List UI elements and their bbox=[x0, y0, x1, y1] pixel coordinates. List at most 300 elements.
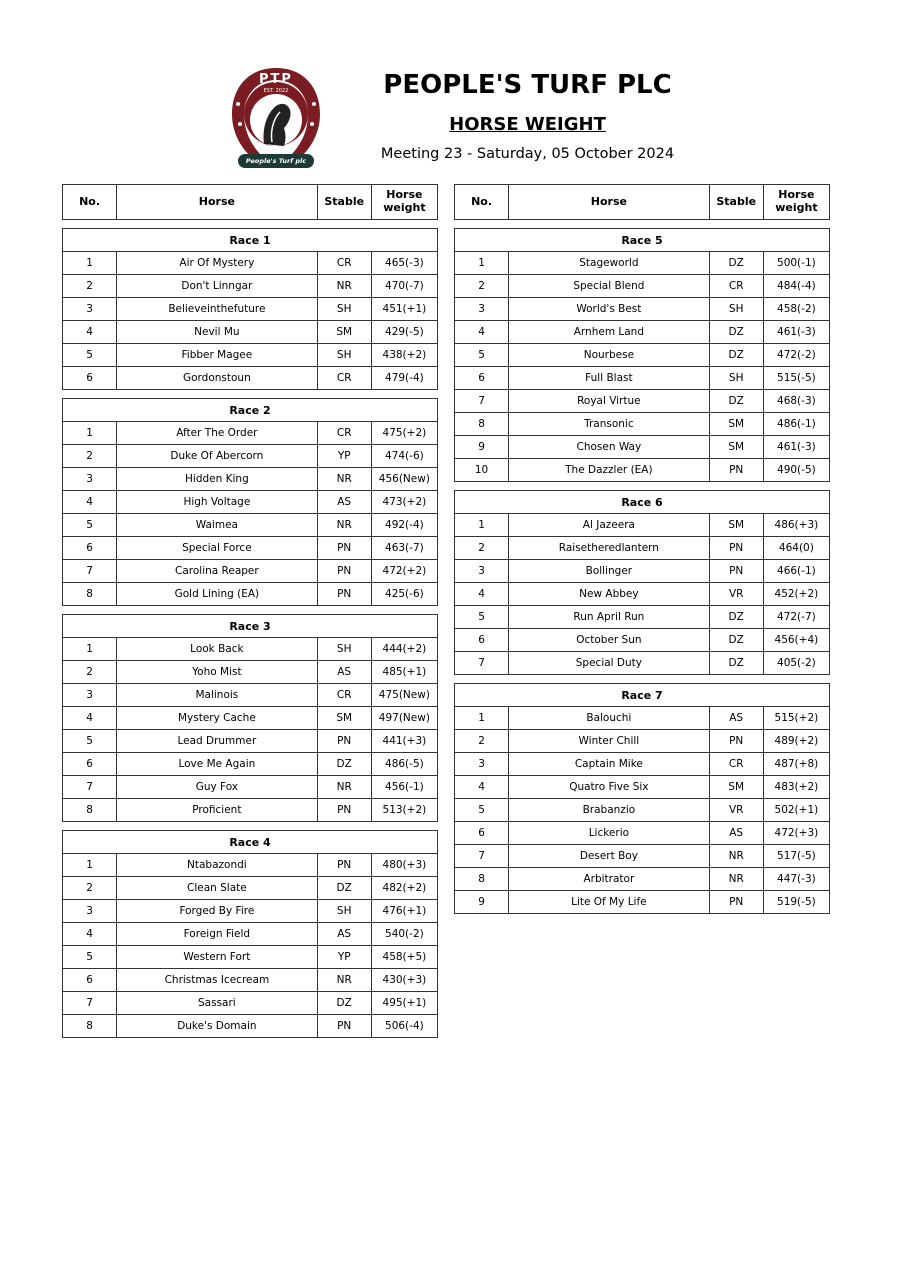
table-row bbox=[63, 776, 438, 799]
runner-number: 5 bbox=[63, 514, 117, 537]
runner-number: 8 bbox=[63, 583, 117, 606]
stable-code: PN bbox=[709, 730, 763, 753]
stable-code: CR bbox=[317, 367, 371, 390]
stable-code: YP bbox=[317, 445, 371, 468]
runner-number: 6 bbox=[455, 629, 509, 652]
runner-number: 7 bbox=[455, 652, 509, 675]
horse-name: Guy Fox bbox=[117, 776, 318, 799]
stable-code: CR bbox=[709, 753, 763, 776]
table-row bbox=[63, 877, 438, 900]
stable-code: AS bbox=[709, 822, 763, 845]
runner-number: 3 bbox=[455, 298, 509, 321]
table-row bbox=[63, 367, 438, 390]
stable-code: CR bbox=[317, 422, 371, 445]
horse-name: Air Of Mystery bbox=[117, 252, 318, 275]
stable-code: YP bbox=[317, 946, 371, 969]
horse-weight: 490(-5) bbox=[763, 459, 829, 482]
horse-name: Brabanzio bbox=[509, 799, 710, 822]
table-row bbox=[63, 638, 438, 661]
horse-weight: 487(+8) bbox=[763, 753, 829, 776]
table-row bbox=[455, 252, 830, 275]
horse-weight: 515(-5) bbox=[763, 367, 829, 390]
horse-weight: 483(+2) bbox=[763, 776, 829, 799]
horse-name: Arnhem Land bbox=[509, 321, 710, 344]
horse-weight: 438(+2) bbox=[371, 344, 437, 367]
table-row bbox=[455, 583, 830, 606]
runner-number: 6 bbox=[63, 969, 117, 992]
stable-code: PN bbox=[317, 854, 371, 877]
runner-number: 4 bbox=[455, 321, 509, 344]
stable-code: AS bbox=[317, 923, 371, 946]
table-row bbox=[455, 390, 830, 413]
table-row bbox=[63, 252, 438, 275]
stable-code: PN bbox=[317, 1015, 371, 1038]
stable-code: SM bbox=[709, 514, 763, 537]
stable-code: NR bbox=[709, 845, 763, 868]
horse-name: Foreign Field bbox=[117, 923, 318, 946]
race-title: Race 2 bbox=[63, 399, 438, 422]
table-row bbox=[63, 661, 438, 684]
runner-number: 8 bbox=[455, 413, 509, 436]
runner-number: 1 bbox=[455, 707, 509, 730]
horse-weight: 479(-4) bbox=[371, 367, 437, 390]
horse-name: Run April Run bbox=[509, 606, 710, 629]
horse-weight: 515(+2) bbox=[763, 707, 829, 730]
runner-number: 3 bbox=[455, 560, 509, 583]
horse-weight: 451(+1) bbox=[371, 298, 437, 321]
stable-code: AS bbox=[709, 707, 763, 730]
table-row bbox=[455, 753, 830, 776]
runner-number: 5 bbox=[455, 344, 509, 367]
left-column bbox=[62, 184, 438, 1038]
table-row bbox=[455, 799, 830, 822]
stable-code: SM bbox=[317, 707, 371, 730]
horse-name: Lite Of My Life bbox=[509, 891, 710, 914]
horse-weight: 473(+2) bbox=[371, 491, 437, 514]
runner-number: 2 bbox=[63, 275, 117, 298]
table-row bbox=[63, 445, 438, 468]
stable-code: AS bbox=[317, 491, 371, 514]
runner-number: 9 bbox=[455, 891, 509, 914]
table-row bbox=[455, 344, 830, 367]
runner-number: 8 bbox=[455, 868, 509, 891]
horse-weight: 475(New) bbox=[371, 684, 437, 707]
horse-name: Waimea bbox=[117, 514, 318, 537]
table-row bbox=[455, 652, 830, 675]
horse-name: Mystery Cache bbox=[117, 707, 318, 730]
stable-code: DZ bbox=[317, 992, 371, 1015]
race-table bbox=[62, 228, 438, 390]
horse-name: Proficient bbox=[117, 799, 318, 822]
horse-name: Clean Slate bbox=[117, 877, 318, 900]
table-row bbox=[63, 275, 438, 298]
runner-number: 6 bbox=[63, 537, 117, 560]
table-row bbox=[455, 413, 830, 436]
runner-number: 10 bbox=[455, 459, 509, 482]
runner-number: 2 bbox=[455, 730, 509, 753]
horse-weight: 470(-7) bbox=[371, 275, 437, 298]
horse-weight: 540(-2) bbox=[371, 923, 437, 946]
table-row bbox=[63, 321, 438, 344]
table-row bbox=[63, 344, 438, 367]
runner-number: 1 bbox=[63, 854, 117, 877]
table-row bbox=[455, 707, 830, 730]
runner-number: 6 bbox=[63, 367, 117, 390]
horse-name: New Abbey bbox=[509, 583, 710, 606]
runner-number: 4 bbox=[63, 491, 117, 514]
table-row bbox=[455, 822, 830, 845]
horse-name: Special Force bbox=[117, 537, 318, 560]
horse-name: Love Me Again bbox=[117, 753, 318, 776]
horse-name: Duke's Domain bbox=[117, 1015, 318, 1038]
runner-number: 3 bbox=[63, 298, 117, 321]
stable-code: VR bbox=[709, 799, 763, 822]
runner-number: 6 bbox=[63, 753, 117, 776]
horse-name: Ntabazondi bbox=[117, 854, 318, 877]
horse-weight: 405(-2) bbox=[763, 652, 829, 675]
race-table bbox=[454, 228, 830, 482]
stable-code: DZ bbox=[709, 321, 763, 344]
horse-weight: 461(-3) bbox=[763, 321, 829, 344]
race-title: Race 7 bbox=[455, 684, 830, 707]
horse-weight: 500(-1) bbox=[763, 252, 829, 275]
stable-code: SH bbox=[709, 367, 763, 390]
table-row bbox=[63, 537, 438, 560]
horse-name: Captain Mike bbox=[509, 753, 710, 776]
horse-name: Christmas Icecream bbox=[117, 969, 318, 992]
horse-name: Fibber Magee bbox=[117, 344, 318, 367]
stable-code: DZ bbox=[709, 652, 763, 675]
column-header-table bbox=[454, 184, 830, 220]
table-row bbox=[455, 298, 830, 321]
horse-name: Gold Lining (EA) bbox=[117, 583, 318, 606]
horse-weight: 458(-2) bbox=[763, 298, 829, 321]
logo-initials: PTP bbox=[259, 72, 293, 87]
table-row bbox=[63, 560, 438, 583]
stable-code: CR bbox=[709, 275, 763, 298]
horse-name: Look Back bbox=[117, 638, 318, 661]
runner-number: 7 bbox=[455, 845, 509, 868]
horse-name: Special Blend bbox=[509, 275, 710, 298]
race-title: Race 1 bbox=[63, 229, 438, 252]
runner-number: 4 bbox=[63, 707, 117, 730]
horse-weight: 482(+2) bbox=[371, 877, 437, 900]
horse-weight: 456(-1) bbox=[371, 776, 437, 799]
horse-weight: 441(+3) bbox=[371, 730, 437, 753]
table-row bbox=[63, 900, 438, 923]
horse-weight: 472(+3) bbox=[763, 822, 829, 845]
header-horse: Horse bbox=[509, 185, 710, 220]
horse-name: Sassari bbox=[117, 992, 318, 1015]
runner-number: 1 bbox=[455, 252, 509, 275]
race-title: Race 4 bbox=[63, 831, 438, 854]
stable-code: PN bbox=[317, 537, 371, 560]
table-row bbox=[455, 868, 830, 891]
stable-code: CR bbox=[317, 252, 371, 275]
table-row bbox=[63, 923, 438, 946]
runner-number: 5 bbox=[63, 946, 117, 969]
runner-number: 5 bbox=[63, 344, 117, 367]
runner-number: 1 bbox=[63, 422, 117, 445]
stable-code: SM bbox=[709, 436, 763, 459]
table-row bbox=[455, 275, 830, 298]
stable-code: PN bbox=[317, 560, 371, 583]
horse-weight: 489(+2) bbox=[763, 730, 829, 753]
horse-name: Lickerio bbox=[509, 822, 710, 845]
horse-name: Duke Of Abercorn bbox=[117, 445, 318, 468]
runner-number: 9 bbox=[455, 436, 509, 459]
header-no: No. bbox=[455, 185, 509, 220]
horse-weight: 506(-4) bbox=[371, 1015, 437, 1038]
horse-name: October Sun bbox=[509, 629, 710, 652]
horse-weight: 475(+2) bbox=[371, 422, 437, 445]
horse-name: Western Fort bbox=[117, 946, 318, 969]
horse-weight: 430(+3) bbox=[371, 969, 437, 992]
table-row bbox=[63, 946, 438, 969]
horse-weight: 486(+3) bbox=[763, 514, 829, 537]
table-row bbox=[63, 992, 438, 1015]
horse-name: Lead Drummer bbox=[117, 730, 318, 753]
runner-number: 1 bbox=[455, 514, 509, 537]
horse-name: Bollinger bbox=[509, 560, 710, 583]
stable-code: DZ bbox=[709, 252, 763, 275]
stable-code: PN bbox=[709, 459, 763, 482]
horse-weight: 502(+1) bbox=[763, 799, 829, 822]
horse-weight: 476(+1) bbox=[371, 900, 437, 923]
race-title: Race 3 bbox=[63, 615, 438, 638]
table-row bbox=[455, 629, 830, 652]
ptp-logo bbox=[228, 64, 324, 172]
stable-code: PN bbox=[709, 560, 763, 583]
horse-weight: 456(New) bbox=[371, 468, 437, 491]
stable-code: DZ bbox=[709, 606, 763, 629]
table-row bbox=[63, 854, 438, 877]
table-row bbox=[63, 799, 438, 822]
stable-code: DZ bbox=[317, 877, 371, 900]
table-row bbox=[455, 891, 830, 914]
horse-name: Balouchi bbox=[509, 707, 710, 730]
table-row bbox=[455, 560, 830, 583]
horse-weight: 486(-1) bbox=[763, 413, 829, 436]
table-row bbox=[63, 514, 438, 537]
runner-number: 3 bbox=[63, 900, 117, 923]
stable-code: NR bbox=[709, 868, 763, 891]
horse-name: Desert Boy bbox=[509, 845, 710, 868]
table-row bbox=[63, 753, 438, 776]
runner-number: 4 bbox=[455, 776, 509, 799]
horse-name: Yoho Mist bbox=[117, 661, 318, 684]
stable-code: SM bbox=[317, 321, 371, 344]
horse-weight: 497(New) bbox=[371, 707, 437, 730]
runner-number: 7 bbox=[63, 560, 117, 583]
race-table bbox=[454, 490, 830, 675]
horse-name: The Dazzler (EA) bbox=[509, 459, 710, 482]
stable-code: VR bbox=[709, 583, 763, 606]
table-row bbox=[455, 459, 830, 482]
horse-name: Quatro Five Six bbox=[509, 776, 710, 799]
horse-weight: 464(0) bbox=[763, 537, 829, 560]
table-row bbox=[63, 583, 438, 606]
stable-code: SM bbox=[709, 413, 763, 436]
right-column bbox=[454, 184, 830, 914]
stable-code: SH bbox=[317, 900, 371, 923]
horse-weight: 517(-5) bbox=[763, 845, 829, 868]
runner-number: 3 bbox=[63, 684, 117, 707]
horse-weight: 472(-7) bbox=[763, 606, 829, 629]
runner-number: 4 bbox=[63, 923, 117, 946]
horse-weight: 480(+3) bbox=[371, 854, 437, 877]
horse-name: World's Best bbox=[509, 298, 710, 321]
table-row bbox=[455, 730, 830, 753]
horse-weight: 486(-5) bbox=[371, 753, 437, 776]
horse-name: Hidden King bbox=[117, 468, 318, 491]
runner-number: 4 bbox=[63, 321, 117, 344]
stable-code: DZ bbox=[709, 629, 763, 652]
horse-name: Royal Virtue bbox=[509, 390, 710, 413]
race-table bbox=[62, 398, 438, 606]
table-row bbox=[63, 707, 438, 730]
stable-code: SH bbox=[317, 298, 371, 321]
stable-code: DZ bbox=[709, 390, 763, 413]
horse-name: High Voltage bbox=[117, 491, 318, 514]
header-no: No. bbox=[63, 185, 117, 220]
stable-code: PN bbox=[709, 537, 763, 560]
table-row bbox=[455, 845, 830, 868]
runner-number: 3 bbox=[455, 753, 509, 776]
horse-name: Al Jazeera bbox=[509, 514, 710, 537]
runner-number: 2 bbox=[63, 661, 117, 684]
horse-name: Full Blast bbox=[509, 367, 710, 390]
race-table bbox=[454, 683, 830, 914]
stable-code: PN bbox=[709, 891, 763, 914]
horse-weight: 495(+1) bbox=[371, 992, 437, 1015]
stable-code: SH bbox=[317, 344, 371, 367]
race-table bbox=[62, 614, 438, 822]
horse-weight: 452(+2) bbox=[763, 583, 829, 606]
horse-weight: 468(-3) bbox=[763, 390, 829, 413]
runner-number: 2 bbox=[455, 537, 509, 560]
column-header-table bbox=[62, 184, 438, 220]
runner-number: 5 bbox=[455, 799, 509, 822]
runner-number: 2 bbox=[63, 877, 117, 900]
race-title: Race 6 bbox=[455, 491, 830, 514]
table-row bbox=[455, 776, 830, 799]
horse-weight: 456(+4) bbox=[763, 629, 829, 652]
table-row bbox=[455, 606, 830, 629]
header-stable: Stable bbox=[709, 185, 763, 220]
horse-name: Gordonstoun bbox=[117, 367, 318, 390]
table-row bbox=[63, 684, 438, 707]
horse-weight: 519(-5) bbox=[763, 891, 829, 914]
runner-number: 2 bbox=[455, 275, 509, 298]
horse-weight: 447(-3) bbox=[763, 868, 829, 891]
runner-number: 7 bbox=[63, 776, 117, 799]
horse-name: Chosen Way bbox=[509, 436, 710, 459]
header-horse: Horse bbox=[117, 185, 318, 220]
stable-code: PN bbox=[317, 583, 371, 606]
horse-name: Raisetheredlantern bbox=[509, 537, 710, 560]
runner-number: 5 bbox=[63, 730, 117, 753]
horse-weight: 484(-4) bbox=[763, 275, 829, 298]
stable-code: SH bbox=[317, 638, 371, 661]
stable-code: CR bbox=[317, 684, 371, 707]
stable-code: NR bbox=[317, 468, 371, 491]
horse-weight: 472(-2) bbox=[763, 344, 829, 367]
horse-name: Special Duty bbox=[509, 652, 710, 675]
runner-number: 8 bbox=[63, 1015, 117, 1038]
logo-banner: People's Turf plc bbox=[245, 157, 307, 165]
horse-weight: 429(-5) bbox=[371, 321, 437, 344]
table-row bbox=[455, 537, 830, 560]
table-row bbox=[455, 367, 830, 390]
horse-weight: 444(+2) bbox=[371, 638, 437, 661]
table-row bbox=[455, 321, 830, 344]
stable-code: SM bbox=[709, 776, 763, 799]
table-row bbox=[63, 491, 438, 514]
table-row bbox=[63, 468, 438, 491]
stable-code: NR bbox=[317, 275, 371, 298]
horse-weight: 474(-6) bbox=[371, 445, 437, 468]
horse-name: Transonic bbox=[509, 413, 710, 436]
runner-number: 1 bbox=[63, 252, 117, 275]
table-row bbox=[63, 422, 438, 445]
runner-number: 1 bbox=[63, 638, 117, 661]
header-weight: Horse weight bbox=[763, 185, 829, 220]
horse-weight: 465(-3) bbox=[371, 252, 437, 275]
stable-code: NR bbox=[317, 514, 371, 537]
header-weight: Horse weight bbox=[371, 185, 437, 220]
horse-weight: 485(+1) bbox=[371, 661, 437, 684]
table-row bbox=[455, 436, 830, 459]
horse-name: Nourbese bbox=[509, 344, 710, 367]
runner-number: 6 bbox=[455, 367, 509, 390]
horse-name: Stageworld bbox=[509, 252, 710, 275]
horse-name: Forged By Fire bbox=[117, 900, 318, 923]
table-row bbox=[63, 969, 438, 992]
runner-number: 2 bbox=[63, 445, 117, 468]
runner-number: 4 bbox=[455, 583, 509, 606]
horse-name: After The Order bbox=[117, 422, 318, 445]
document-title: HORSE WEIGHT bbox=[449, 114, 606, 135]
horse-name: Winter Chill bbox=[509, 730, 710, 753]
meeting-info: Meeting 23 - Saturday, 05 October 2024 bbox=[380, 146, 675, 162]
org-name: PEOPLE'S TURF PLC bbox=[383, 70, 672, 100]
horse-name: Don't Linngar bbox=[117, 275, 318, 298]
horse-name: Malinois bbox=[117, 684, 318, 707]
table-row bbox=[63, 1015, 438, 1038]
horse-weight: 463(-7) bbox=[371, 537, 437, 560]
table-row bbox=[63, 730, 438, 753]
horse-weight: 472(+2) bbox=[371, 560, 437, 583]
race-table bbox=[62, 830, 438, 1038]
stable-code: DZ bbox=[709, 344, 763, 367]
stable-code: SH bbox=[709, 298, 763, 321]
horse-name: Believeinthefuture bbox=[117, 298, 318, 321]
runner-number: 7 bbox=[63, 992, 117, 1015]
horse-name: Arbitrator bbox=[509, 868, 710, 891]
stable-code: NR bbox=[317, 969, 371, 992]
runner-number: 8 bbox=[63, 799, 117, 822]
stable-code: PN bbox=[317, 799, 371, 822]
logo-est: EST. 2022 bbox=[263, 88, 289, 94]
runner-number: 3 bbox=[63, 468, 117, 491]
horse-name: Carolina Reaper bbox=[117, 560, 318, 583]
horse-weight: 425(-6) bbox=[371, 583, 437, 606]
horse-weight: 458(+5) bbox=[371, 946, 437, 969]
horse-weight: 466(-1) bbox=[763, 560, 829, 583]
race-title: Race 5 bbox=[455, 229, 830, 252]
runner-number: 7 bbox=[455, 390, 509, 413]
